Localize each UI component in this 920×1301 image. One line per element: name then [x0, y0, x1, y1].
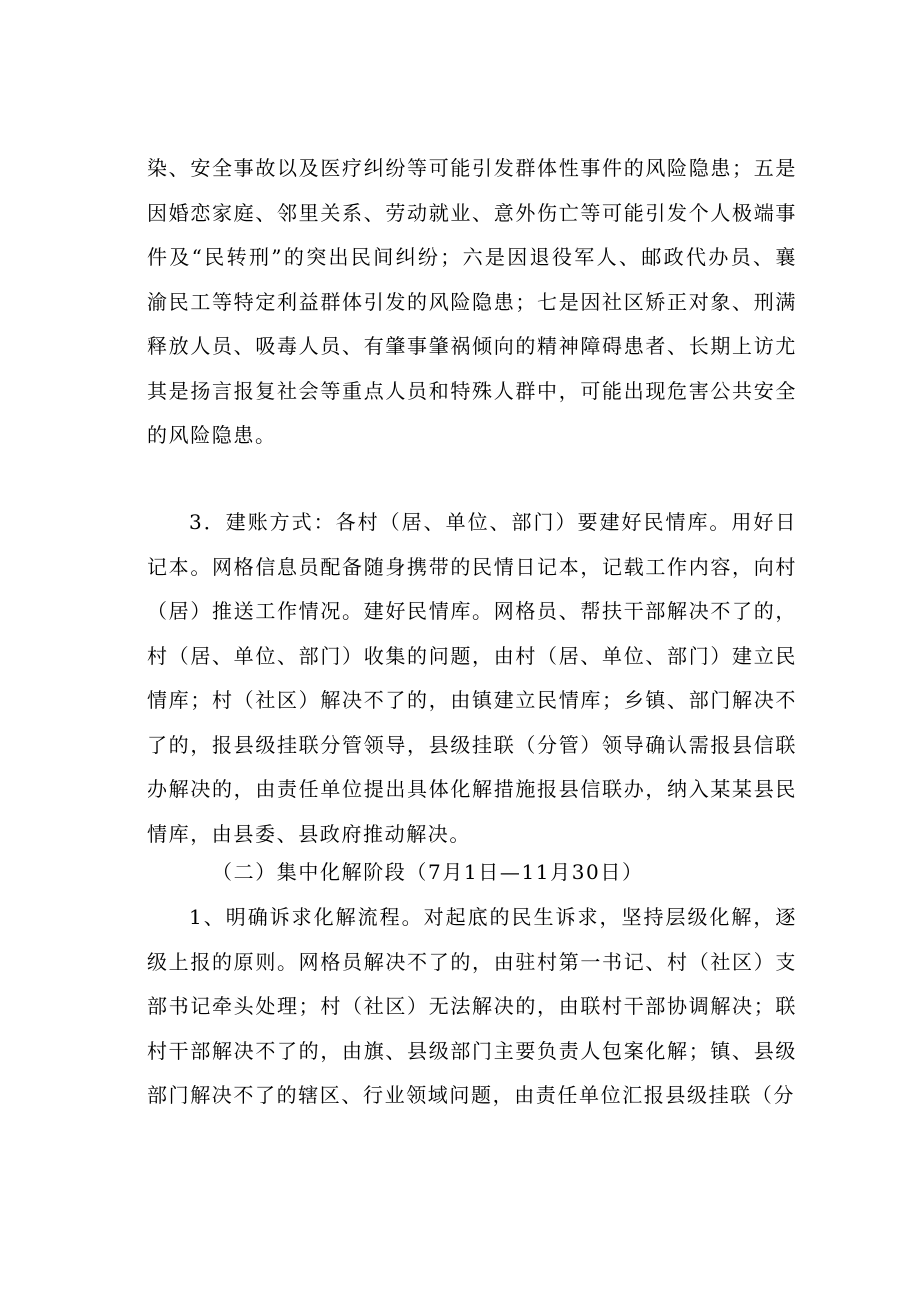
section-heading: （二）集中化解阶段（7月1日—11月30日）: [212, 860, 644, 884]
paragraph-continuation: 染、安全事故以及医疗纠纷等可能引发群体性事件的风险隐患；五是因婚恋家庭、邻里关系、劳动就业、意外伤亡等可能引发个人极端事件及“民转刑”的突出民间纠纷；六是因退役军人、邮政代办员、襄渝民工等特定利益群体引发的风险隐患；七是因社区矫正对象、刑满释放人员、吸毒人员、有肇事肇祸倾向的精神障碍患者、长期上访尤其是扬言报复社会等重点人员和特殊人群中，可能出现危害公共安全的风险隐患。: [147, 156, 797, 447]
paragraph-resolution-process: 1、明确诉求化解流程。对起底的民生诉求，坚持层级化解，逐级上报的原则。网格员解决不了的，由驻村第一书记、村（社区）支部书记牵头处理；村（社区）无法解决的，由联村干部协调解决；联村干部解决不了的，由旗、县级部门主要负责人包案化解；镇、县级部门解决不了的辖区、行业领域问题，由责任单位汇报县级挂联（分: [147, 905, 797, 1107]
paragraph-account-method: 3．建账方式：各村（居、单位、部门）要建好民情库。用好日记本。网格信息员配备随身携带的民情日记本，记载工作内容，向村（居）推送工作情况。建好民情库。网格员、帮扶干部解决不了的，村（居、单位、部门）收集的问题，由村（居、单位、部门）建立民情库；村（社区）解决不了的，由镇建立民情库；乡镇、部门解决不了的，报县级挂联分管领导，县级挂联（分管）领导确认需报县信联办解决的，由责任单位提出具体化解措施报县信联办，纳入某某县民情库，由县委、县政府推动解决。: [147, 510, 797, 846]
